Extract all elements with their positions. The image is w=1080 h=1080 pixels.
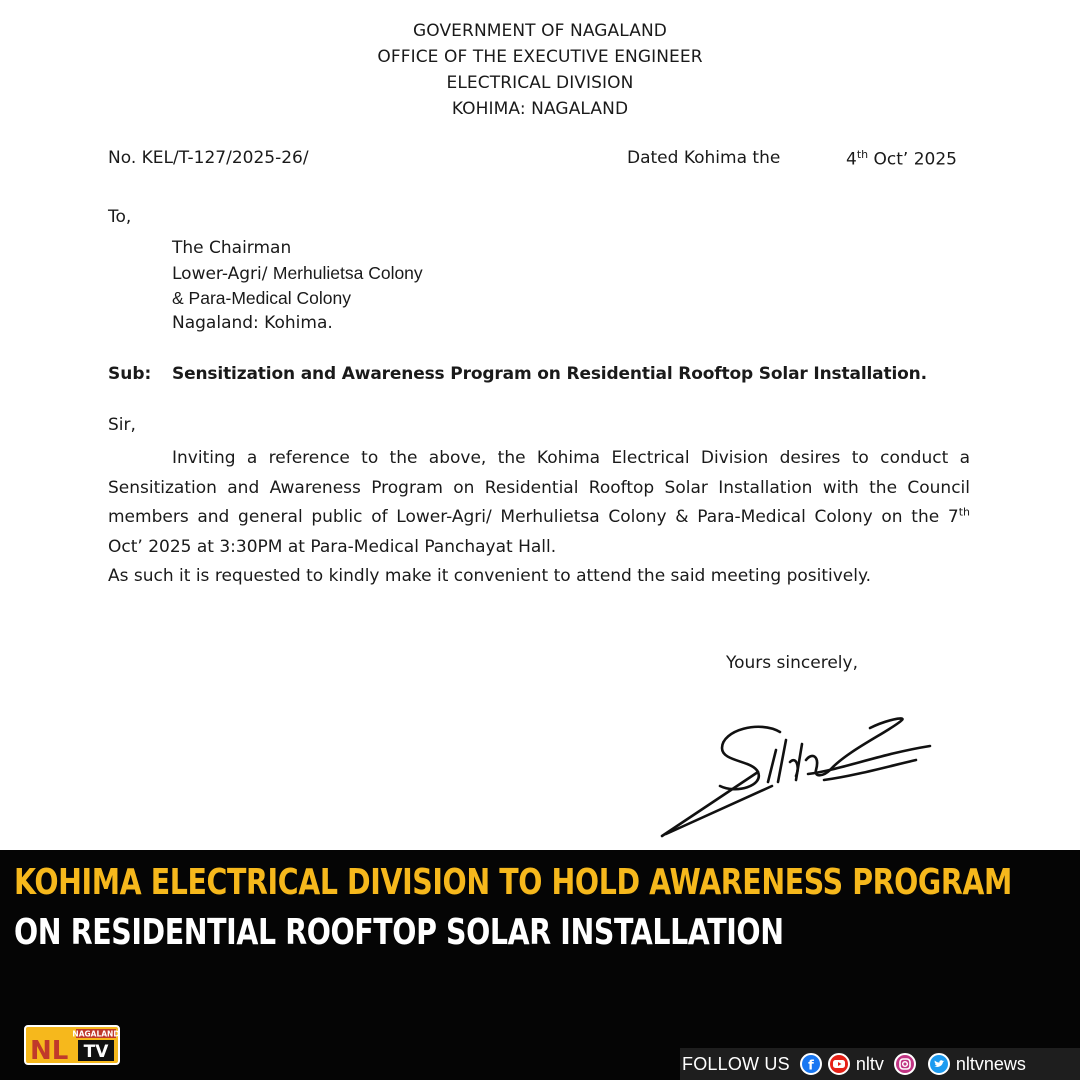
youtube-icon[interactable] [828, 1053, 850, 1075]
instagram-icon[interactable] [894, 1053, 916, 1075]
body-line-3-text: members and general public of Lower-Agri/ Merhulietsa Colony & Para-Medical Colony on the 7 [108, 507, 959, 527]
addressee-line-2 [172, 261, 423, 287]
signature-image [640, 690, 950, 850]
logo-top-text: NAGALAND [72, 1029, 120, 1039]
header-line-location: KOHIMA: NAGALAND [451, 99, 629, 119]
addressee-line-4: Nagaland: Kohima. [172, 312, 333, 333]
date-rest: Oct’ 2025 [868, 149, 957, 170]
news-banner [0, 850, 1080, 1080]
request-line: As such it is requested to kindly make it convenient to attend the said meeting positively. [108, 566, 872, 586]
svg-text:f: f [808, 1058, 814, 1073]
follow-us-bar [680, 1048, 1080, 1080]
body-line-3-suffix: th [958, 505, 970, 519]
subject-label: Sub: [108, 364, 152, 384]
headline-line-2: ON RESIDENTIAL ROOFTOP SOLAR INSTALLATION [14, 912, 784, 953]
letter-date [846, 148, 957, 170]
reference-number: No. KEL/T-127/2025-26/ [108, 148, 309, 168]
to-label: To, [108, 207, 132, 227]
letter-header [0, 18, 1080, 122]
twitter-icon[interactable] [928, 1053, 950, 1075]
logo-main-text: NL [30, 1036, 69, 1065]
header-line-government: GOVERNMENT OF NAGALAND [413, 21, 667, 41]
logo-sub-text: TV [83, 1042, 109, 1062]
headline-line-1: KOHIMA ELECTRICAL DIVISION TO HOLD AWARENESS PROGRAM [14, 862, 1012, 903]
closing-text: Yours sincerely, [726, 653, 858, 673]
addressee-line-2a: Lower-Agri/ [172, 263, 273, 284]
body-line-3 [108, 503, 970, 533]
social-handle-2[interactable]: nltvnews [955, 1053, 1026, 1074]
letter-body [108, 444, 970, 592]
nltv-logo[interactable] [24, 1025, 120, 1065]
date-suffix: th [856, 148, 869, 161]
follow-us-label: FOLLOW US [682, 1053, 790, 1074]
salutation: Sir, [108, 415, 136, 435]
subject-text: Sensitization and Awareness Program on Residential Rooftop Solar Installation. [172, 364, 927, 384]
dated-label: Dated Kohima the [627, 148, 781, 168]
social-handle-1[interactable]: nltv [855, 1053, 884, 1074]
addressee-block [172, 236, 423, 335]
body-line-1: Inviting a reference to the above, the Kohima Electrical Division desires to conduct a [172, 448, 970, 468]
date-day: 4 [846, 149, 857, 170]
addressee-line-3: & Para-Medical Colony [172, 288, 351, 308]
body-line-2: Sensitization and Awareness Program on Residential Rooftop Solar Installation with the Council [108, 477, 970, 498]
addressee-line-2b: Merhulietsa Colony [272, 262, 423, 283]
header-line-office: OFFICE OF THE EXECUTIVE ENGINEER [377, 47, 703, 67]
facebook-icon[interactable] [800, 1053, 822, 1075]
body-line-4: Oct’ 2025 at 3:30PM at Para-Medical Panchayat Hall. [108, 536, 557, 557]
header-line-division: ELECTRICAL DIVISION [446, 73, 634, 93]
addressee-line-1: The Chairman [172, 238, 292, 258]
